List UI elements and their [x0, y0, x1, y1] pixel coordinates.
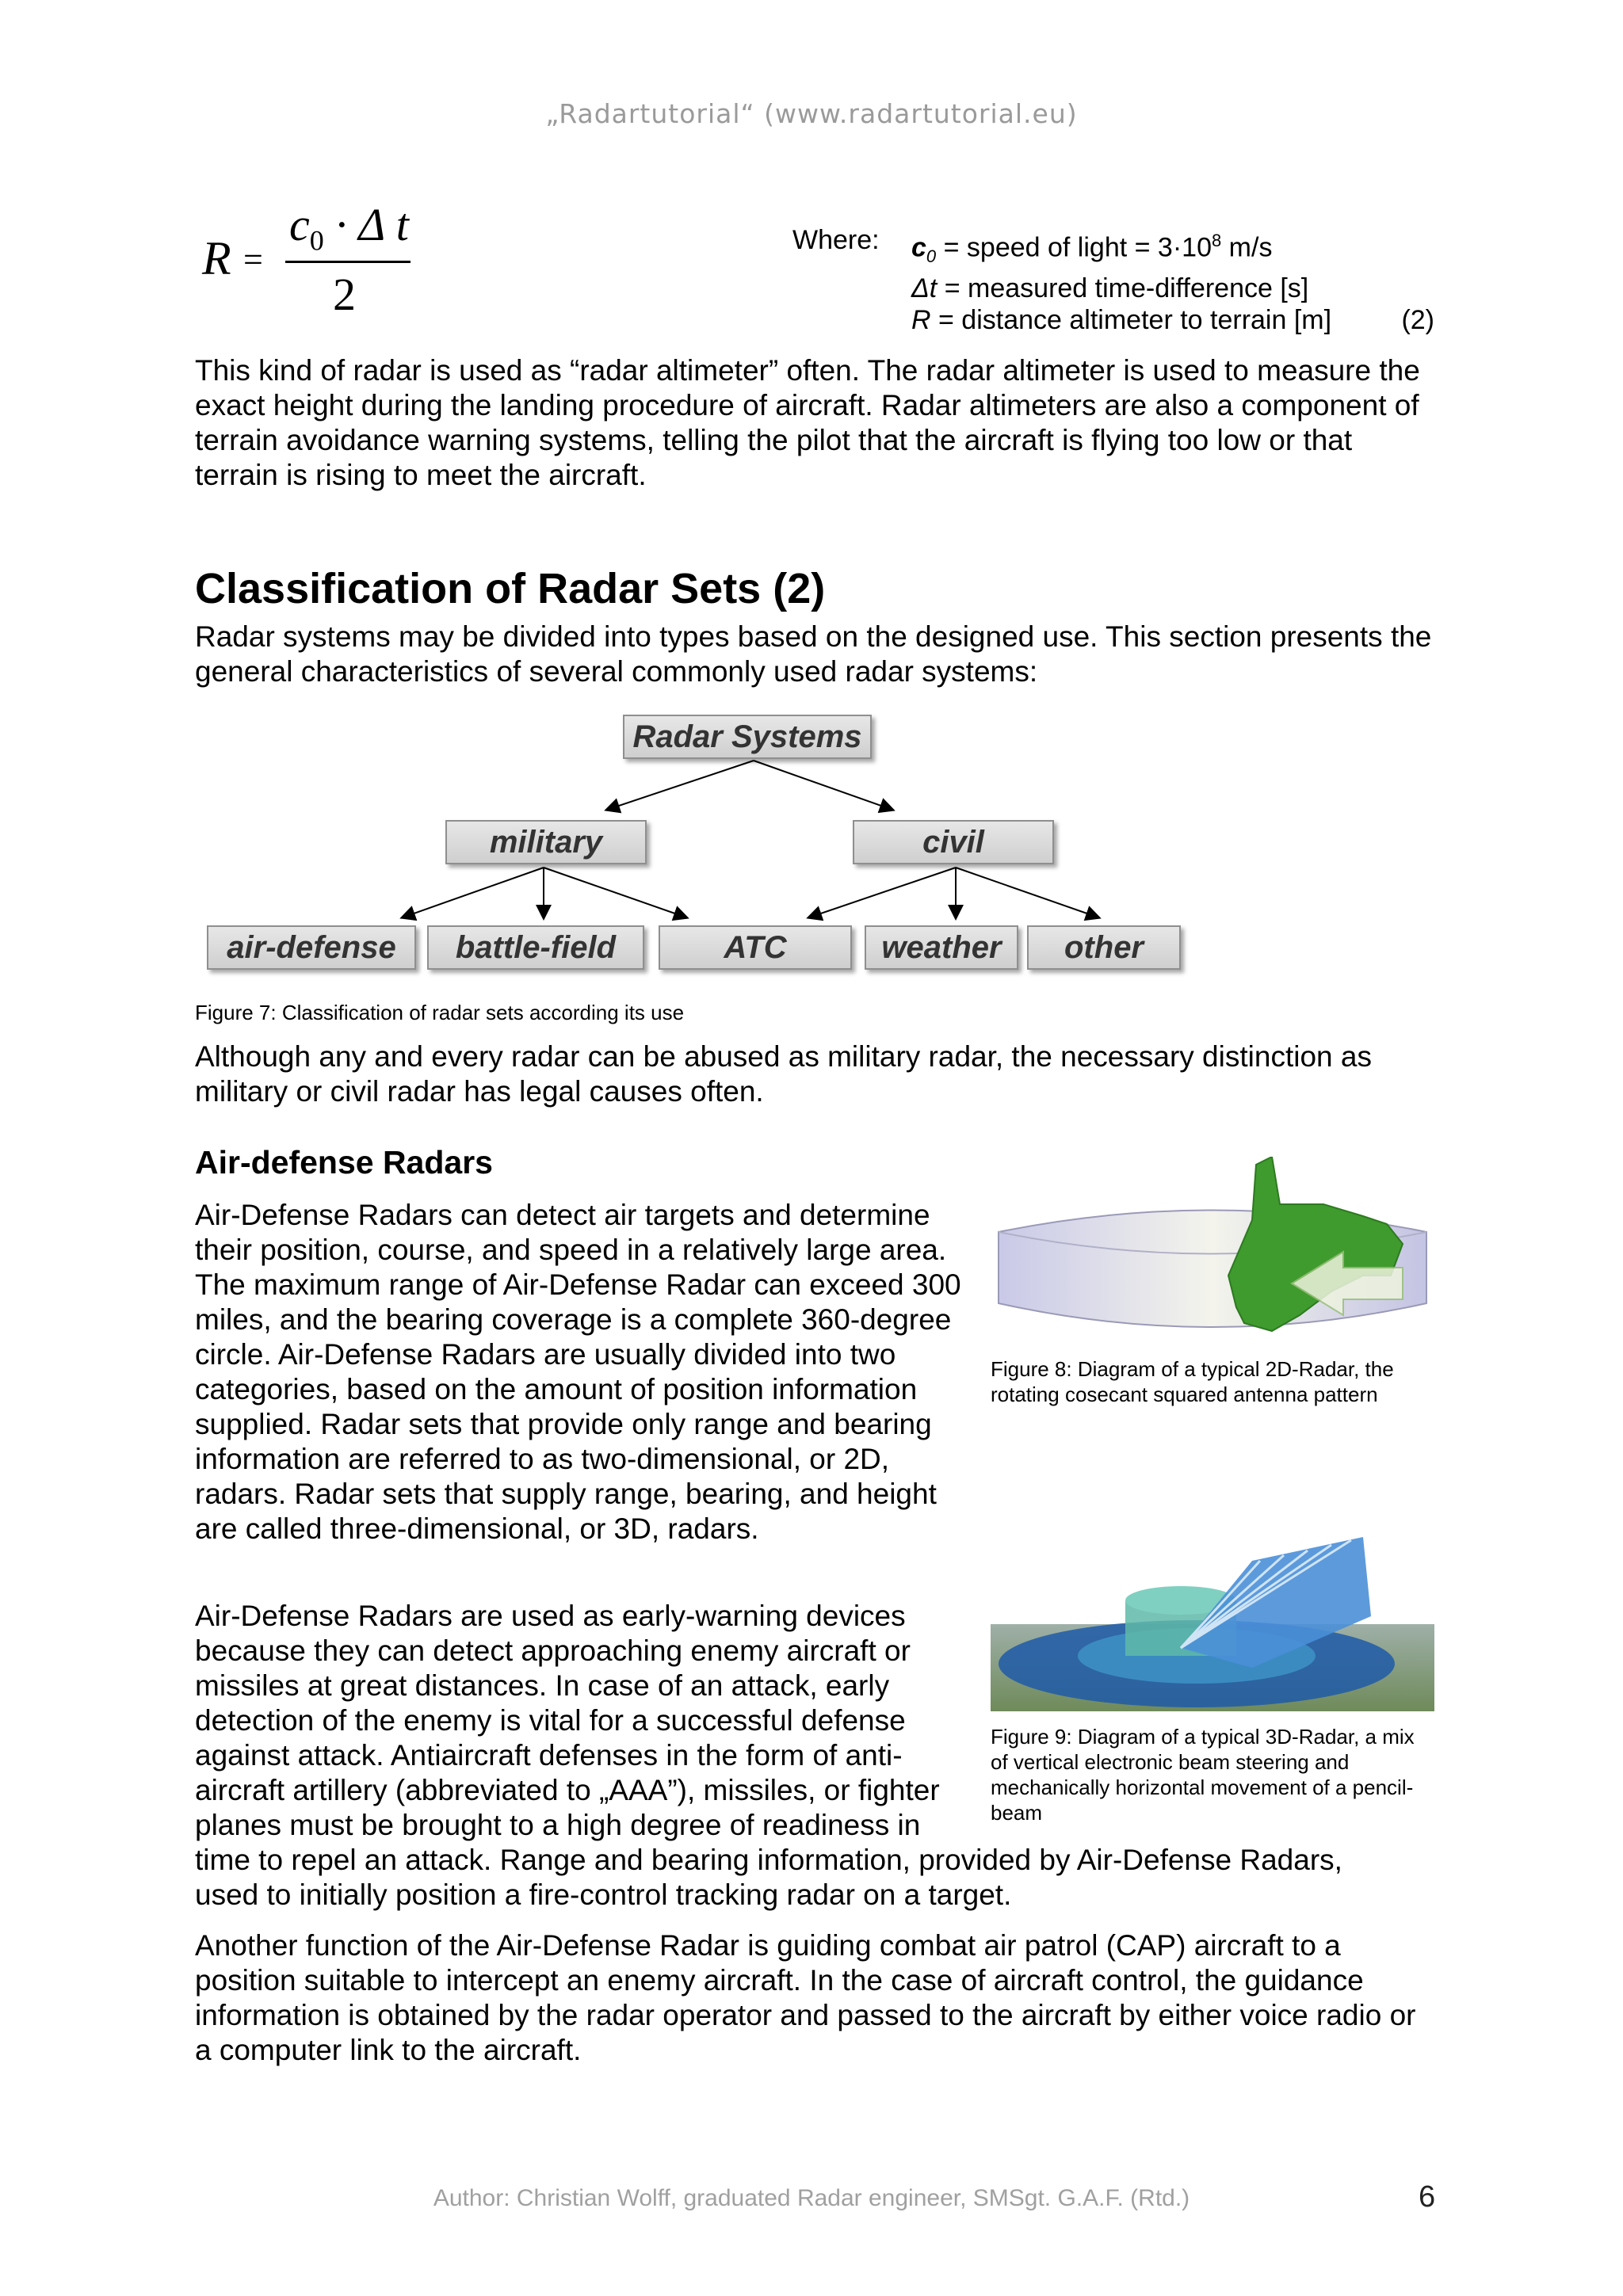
- box-military: military: [445, 820, 647, 864]
- figure-9-caption: Figure 9: Diagram of a typical 3D-Radar, a mix of vertical electronic beam steering and mechanically horizontal movement of a pencil-beam: [991, 1725, 1415, 1825]
- paragraph-air-defense: Air-Defense Radars can detect air targets and determine their position, course, and speed in a relatively large area. The maximum range of Air-Defense Radar can exceed 300 miles, and the bearing coverage is a complete 360-degree circle. Air-Defense Radars are usually divided into two categories, based on the amount of position information supplied. Radar sets that provide only range and bearing information are referred to as two-dimensional, or 2D, radars. Radar sets that supply range, bearing, and height are called three-dimensional, or 3D, radars.: [195, 1199, 961, 1545]
- text-line: Air-Defense Radars are used as early-warning devices: [195, 1600, 906, 1632]
- formula-equals: =: [243, 240, 263, 279]
- definition-delta-t: Δt = measured time-difference [s]: [911, 273, 1309, 304]
- formula-definitions: [911, 225, 1434, 336]
- box-other: other: [1027, 925, 1181, 970]
- page-header: „Radartutorial“ (www.radartutorial.eu): [545, 98, 1078, 129]
- paragraph-cap-guidance: Another function of the Air-Defense Radar is guiding combat air patrol (CAP) aircraft to a position suitable to intercept an enemy aircraft. In the case of aircraft control, the guidance information is obtained by the radar operator and passed to the aircraft by either voice radio or a computer link to the aircraft.: [195, 1929, 1416, 2066]
- formula-numerator: $c_0 \cdot \Delta$ t: [289, 199, 409, 257]
- formula-denominator: 2: [333, 269, 356, 320]
- text-line: detection of the enemy is vital for a successful defense: [195, 1704, 906, 1737]
- equation-number: (2): [1401, 305, 1434, 336]
- figure-7-caption: Figure 7: Classification of radar sets according its use: [195, 1001, 685, 1024]
- text-line: time to repel an attack. Range and bearing information, provided by Air-Defense Radars,: [195, 1844, 1342, 1876]
- subsection-title: Air-defense Radars: [195, 1144, 493, 1180]
- box-battle-field: battle-field: [427, 925, 644, 970]
- figure-8-caption: Figure 8: Diagram of a typical 2D-Radar, the rotating cosecant squared antenna pattern: [991, 1357, 1394, 1406]
- where-label: Where:: [792, 225, 880, 255]
- box-weather: weather: [865, 925, 1018, 970]
- paragraph-military-civil: Although any and every radar can be abused as military radar, the necessary distinction as military or civil radar has legal causes often.: [195, 1040, 1372, 1108]
- paragraph-radar-altimeter: This kind of radar is used as “radar altimeter” often. The radar altimeter is used to measure the exact height during the landing procedure of aircraft. Radar altimeters are also a component of terrain avoidance warning systems, telling the pilot that the aircraft is flying too low or that terrain is rising to meet the aircraft.: [195, 354, 1420, 491]
- formula-lhs: R: [202, 232, 231, 284]
- box-radar-systems: Radar Systems: [623, 715, 872, 759]
- text-line: against attack. Antiaircraft defenses in the form of anti-: [195, 1739, 903, 1772]
- figure-8-2d-radar-image: [991, 1157, 1434, 1351]
- text-line: aircraft artillery (abbreviated to „AAA”), missiles, or fighter: [195, 1774, 940, 1806]
- text-line: planes must be brought to a high degree of readiness in: [195, 1809, 921, 1841]
- range-formula: [202, 198, 424, 333]
- text-line: used to initially position a fire-control tracking radar on a target.: [195, 1878, 1012, 1911]
- paragraph-intro: Radar systems may be divided into types based on the designed use. This section presents the general characteristics of several commonly used radar systems:: [195, 620, 1432, 688]
- definition-c0: $c_0$ = speed of light = $3\cdot 10^8$ m/s: [911, 231, 1273, 267]
- page-footer: Author: Christian Wolff, graduated Radar engineer, SMSgt. G.A.F. (Rtd.): [433, 2185, 1190, 2211]
- text-line: because they can detect approaching enemy aircraft or: [195, 1634, 911, 1667]
- text-line: missiles at great distances. In case of an attack, early: [195, 1669, 890, 1702]
- box-air-defense: air-defense: [207, 925, 416, 970]
- radar-classification-diagram: [195, 705, 1225, 982]
- box-civil: civil: [853, 820, 1054, 864]
- page-number: 6: [1419, 2180, 1436, 2214]
- section-title: Classification of Radar Sets (2): [195, 565, 826, 612]
- figure-9-3d-radar-image: [991, 1529, 1434, 1711]
- fraction-bar: [285, 261, 411, 263]
- box-atc: ATC: [659, 925, 852, 970]
- definition-r: R = distance altimeter to terrain [m] (2): [911, 305, 1434, 336]
